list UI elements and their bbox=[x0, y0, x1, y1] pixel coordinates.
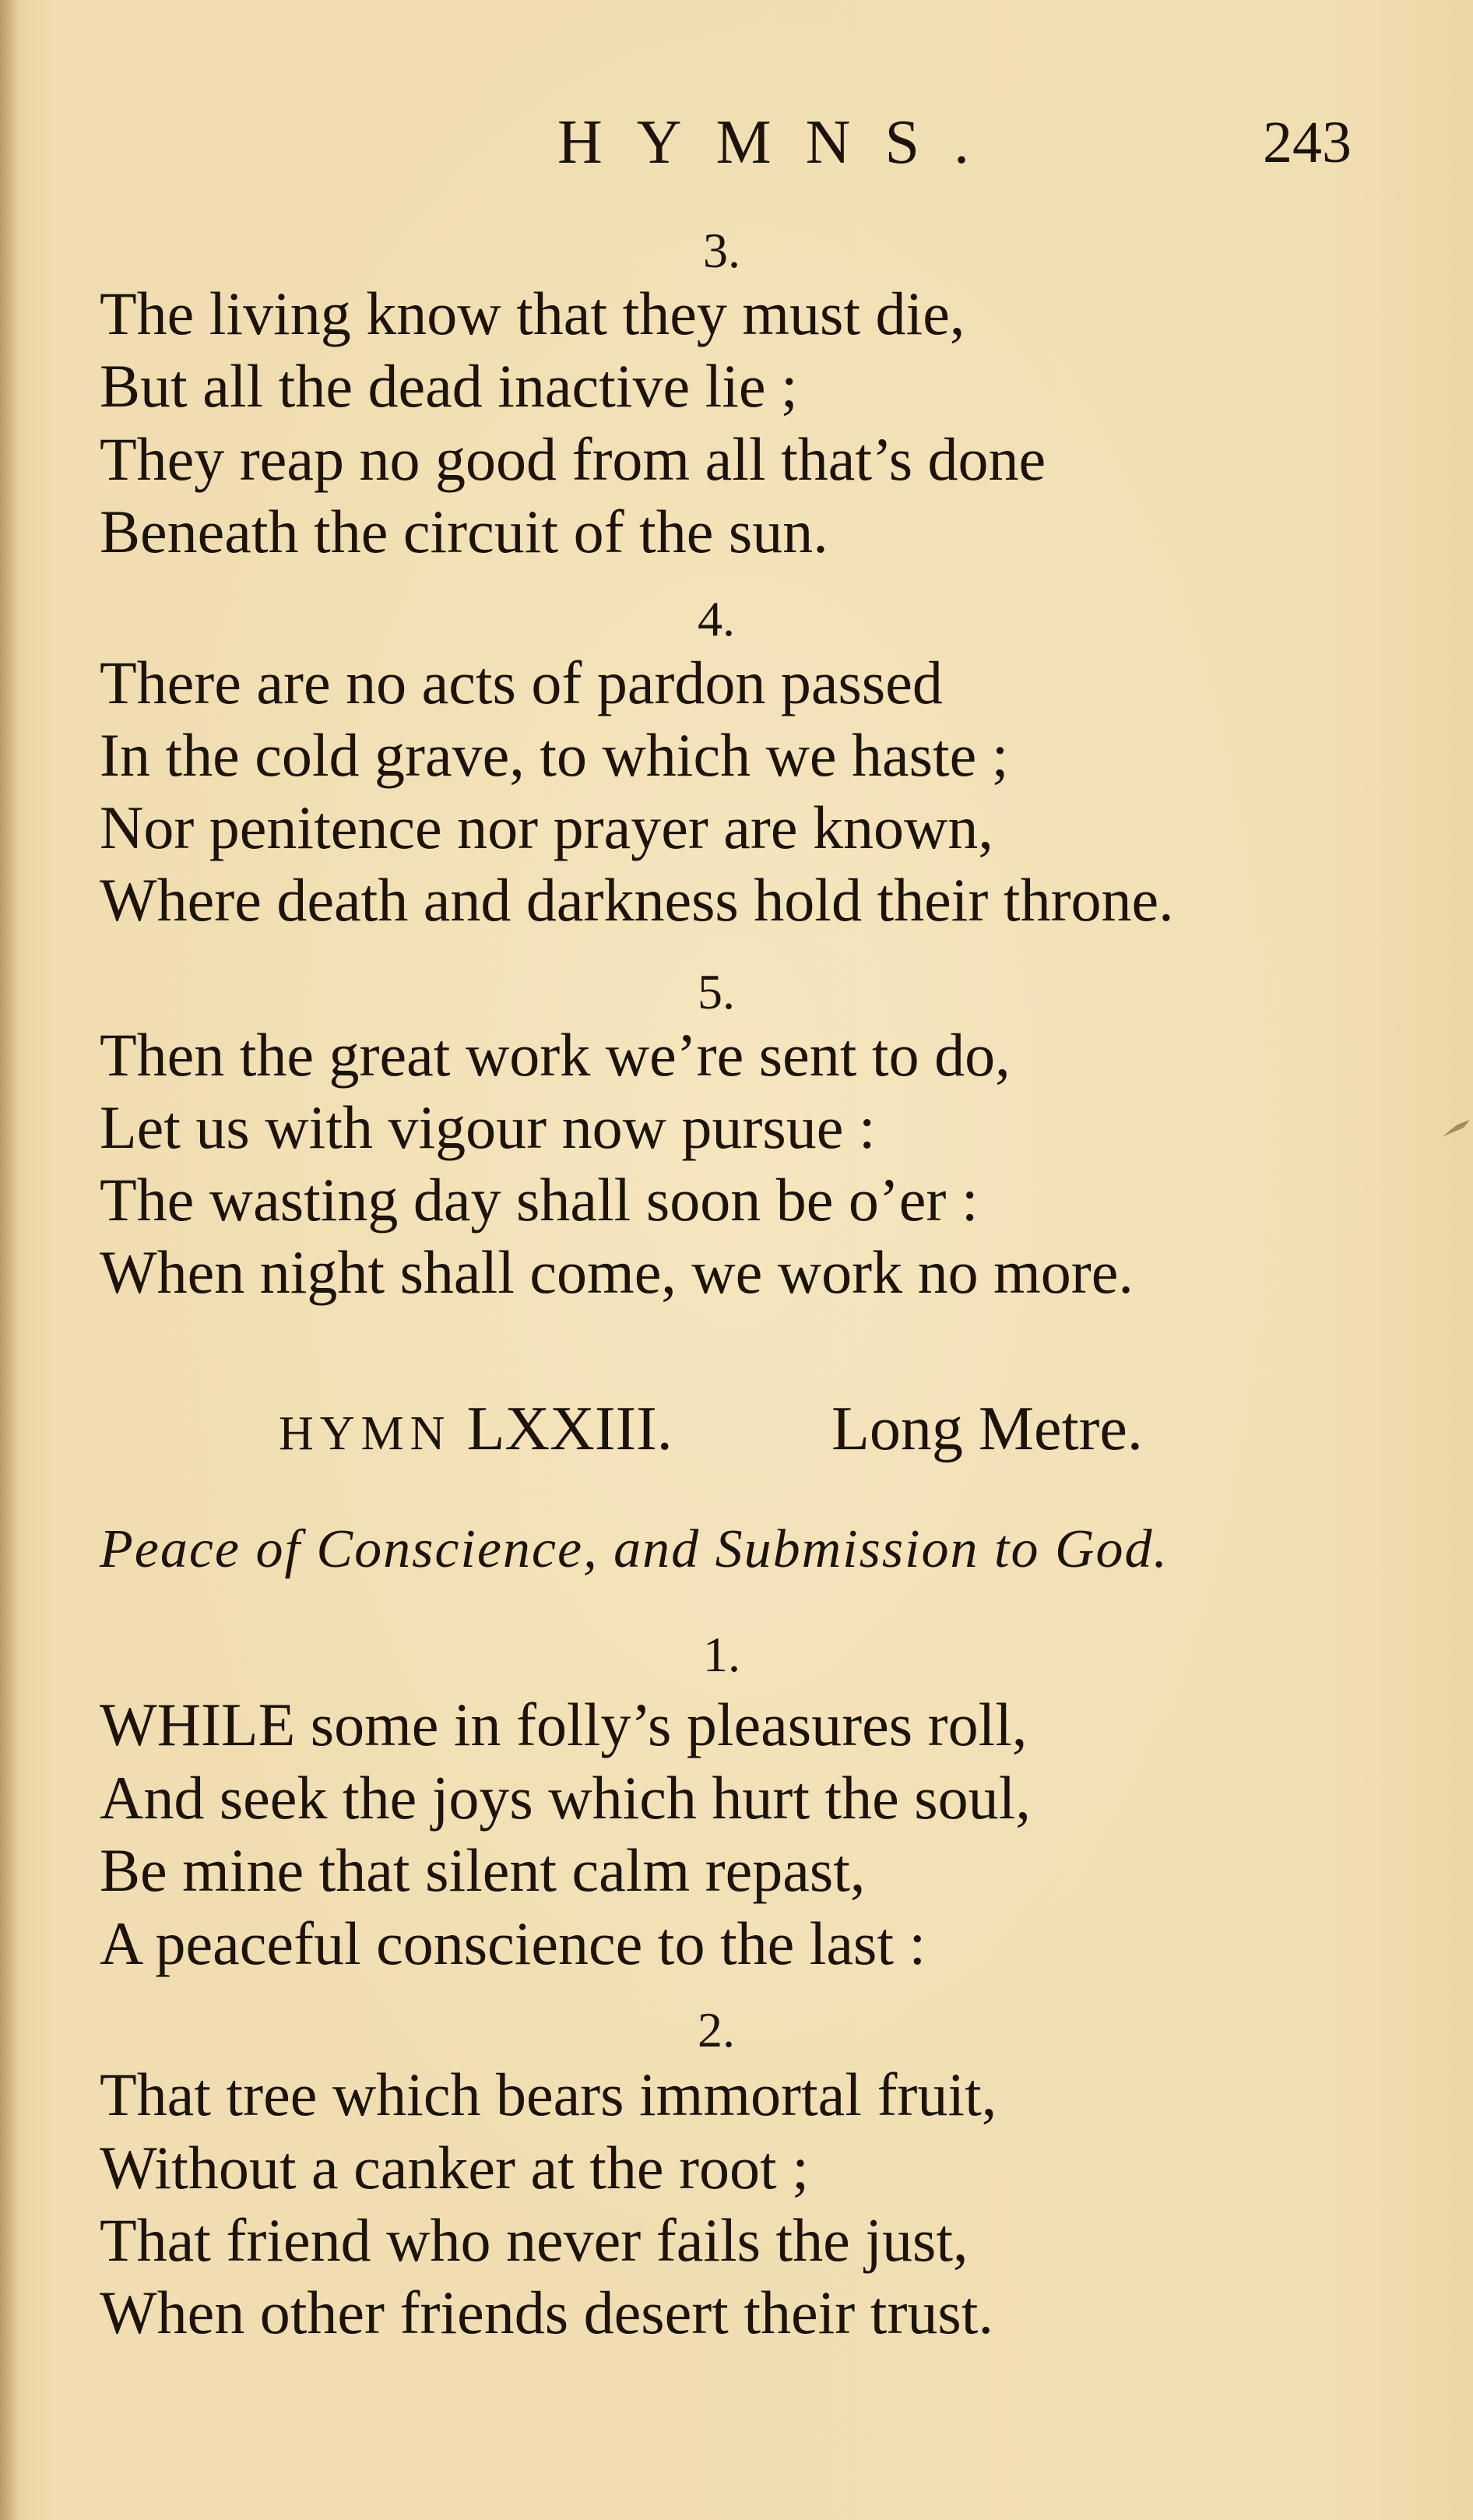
verse-line: WHILE some in folly’s pleasures roll, bbox=[100, 1691, 1028, 1758]
verse-line: But all the dead inactive lie ; bbox=[100, 352, 798, 420]
stanza-number: 3. bbox=[703, 223, 740, 278]
verse-line: Where death and darkness hold their throne. bbox=[100, 866, 1174, 934]
verse-line: Let us with vigour now pursue : bbox=[100, 1093, 876, 1161]
verse-line: Nor penitence nor prayer are known, bbox=[100, 794, 993, 861]
verse-line: In the cold grave, to which we haste ; bbox=[100, 721, 1009, 789]
hymn-title-numeral: LXXIII. bbox=[466, 1395, 673, 1463]
verse-line: When night shall come, we work no more. bbox=[100, 1238, 1134, 1306]
verse-line: That friend who never fails the just, bbox=[100, 2206, 969, 2274]
verse-line: Then the great work we’re sent to do, bbox=[100, 1021, 1011, 1089]
verse-line: And seek the joys which hurt the soul, bbox=[100, 1764, 1031, 1832]
verse-line: There are no acts of pardon passed bbox=[100, 649, 943, 716]
verse-line: The wasting day shall soon be o’er : bbox=[100, 1166, 979, 1234]
stanza-number: 1. bbox=[703, 1627, 740, 1682]
verse-line: When other friends desert their trust. bbox=[100, 2279, 993, 2346]
ink-blot-mark bbox=[1440, 1114, 1471, 1145]
verse-line: They reap no good from all that’s done bbox=[100, 425, 1046, 493]
hymn-subtitle: Peace of Conscience, and Submission to God. bbox=[100, 1519, 1169, 1579]
hymn-heading bbox=[0, 1390, 1473, 1468]
verse-line: The living know that they must die, bbox=[100, 280, 965, 347]
stanza-number: 2. bbox=[698, 2002, 735, 2057]
verse-line: Beneath the circuit of the sun. bbox=[100, 498, 828, 565]
stanza-number: 5. bbox=[698, 964, 735, 1019]
page-number: 243 bbox=[1263, 110, 1352, 175]
hymn-metre: Long Metre. bbox=[831, 1395, 1143, 1463]
verse-line: Without a canker at the root ; bbox=[100, 2134, 809, 2201]
gutter-shadow bbox=[0, 0, 20, 2520]
verse-line: Be mine that silent calm repast, bbox=[100, 1836, 866, 1904]
verse-line: That tree which bears immortal fruit, bbox=[100, 2061, 997, 2128]
verse-line: A peaceful conscience to the last : bbox=[100, 1909, 926, 1977]
page-header bbox=[0, 107, 1473, 178]
stanza-number: 4. bbox=[698, 591, 735, 646]
hymn-title bbox=[279, 1390, 673, 1473]
hymn-title-word: HYMN bbox=[279, 1407, 452, 1460]
running-title: HYMNS. bbox=[557, 108, 1004, 177]
